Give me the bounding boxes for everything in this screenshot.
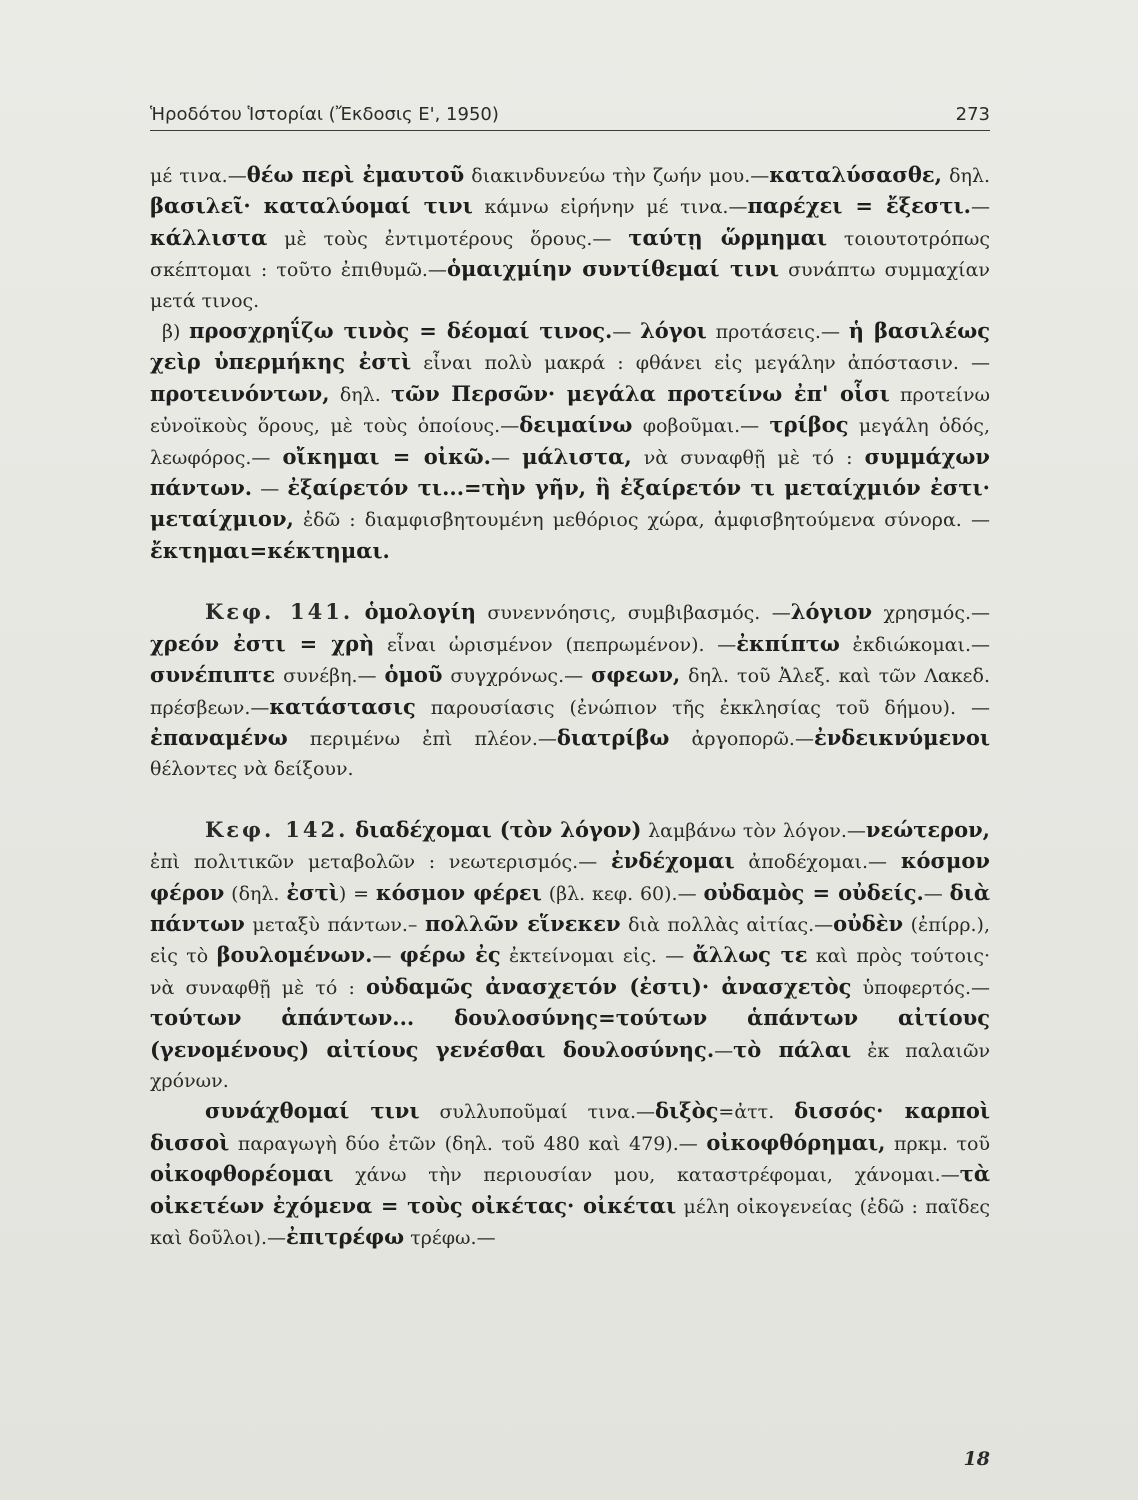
gloss-text: — [714,1039,734,1062]
lemma-term: δειμαίνω [519,412,633,438]
gloss-text: δηλ. [329,383,392,406]
gloss-text: συγχρόνως.— [442,665,592,688]
chapter-142-paragraph [150,815,990,1097]
lemma-term: χρεόν ἐστι = χρὴ [150,630,375,656]
gloss-text: συλλυποῦμαί τινα.— [419,1101,656,1124]
lemma-term: ἐστὶ [286,879,339,905]
gloss-text: διακινδυνεύω τὴν ζωήν μου.— [464,165,770,187]
lemma-term: βουλομένων. [216,942,373,968]
gloss-text: λαμβάνω τὸν λόγον.— [641,819,866,842]
gloss-text: εἶναι ὡρισμένον (πεπρωμένον). — [374,633,737,656]
header-title: Ἡροδότου Ἱστορίαι (Ἔκδοσις Ε', 1950) [150,104,499,125]
lemma-term: συνέπιπτε [150,662,276,688]
lemma-term: λόγιον [790,599,873,625]
lemma-term: κόσμον φέρον [150,848,990,905]
gloss-text: κάμνω εἰρήνην μέ τινα.— [472,196,748,219]
lemma-term: ὁμολογίη [364,599,477,625]
chapter-label: Κεφ. 142. [205,816,349,842]
lemma-term: ταύτῃ ὥρμημαι [628,224,828,250]
gloss-text: μέ τινα.— [150,165,247,187]
gloss-text: β) [162,321,190,344]
gloss-text: προτάσεις.— [706,321,849,344]
lemma-term: οὐδαμῶς ἀνασχετόν (ἐστι)· ἀνασχετὸς [366,973,852,999]
gloss-text: (δηλ. [224,882,287,905]
lemma-term: διατρίβω [556,724,670,750]
lemma-term: συνάχθομαί τινι [205,1098,420,1124]
gloss-text: ἐπὶ πολιτικῶν μεταβολῶν : νεωτερισμός.— [150,851,611,874]
lemma-term: οἰκοφθόρημαι, [706,1129,886,1155]
gloss-text: συνεννόησις, συμβιβασμός. — [476,602,791,625]
lemma-term: ὁμοῦ [384,662,443,688]
paragraph [150,1096,990,1253]
gloss-text: χάνω τὴν περιουσίαν μου, καταστρέφομαι, χάνομαι.— [333,1164,960,1187]
lemma-term: οἴκημαι = οἰκῶ. [282,443,491,469]
signature-mark: 18 [963,1448,990,1470]
lemma-term: προτεινόντων, [150,380,330,406]
gloss-text: — [372,945,400,968]
lemma-term: ἐνδεικνύμενοι [813,724,990,750]
gloss-text: διὰ πολλὰς αἰτίας.— [620,913,834,936]
gloss-text: — [252,478,288,501]
lemma-term: κόσμον φέρει [375,879,542,905]
paragraph [150,160,990,316]
lemma-term: οἰκοφθορέομαι [150,1161,334,1187]
gloss-text: (ἐπίρρ.), εἰς τὸ [150,913,991,968]
lemma-term: ἐνδέχομαι [611,848,735,874]
lemma-term: πολλῶν εἵνεκεν [424,910,621,936]
lemma-term: σφεων, [591,662,681,688]
lemma-term: συμμάχων πάντων. [150,443,990,501]
lemma-term: οὐδὲν [833,910,904,936]
lemma-term: θέω περὶ ἐμαυτοῦ [246,162,465,187]
gloss-text: παραγωγὴ δύο ἐτῶν (δηλ. τοῦ 480 καὶ 479).— [229,1132,707,1155]
gloss-text: — [612,321,641,344]
running-header [150,100,990,131]
lemma-term: τὸ πάλαι [733,1036,852,1062]
lemma-term: δισσός· καρποὶ δισσοὶ [150,1098,990,1155]
gloss-text: ἐκδιώκομαι.— [839,633,990,656]
lemma-term: τὰ οἰκετέων ἐχόμενα = τοὺς οἰκέτας· οἰκέται [150,1161,990,1218]
lemma-term: νεώτερον, [865,816,990,842]
lemma-term: ἐκπίπτω [736,630,840,656]
gloss-text: νὰ συναφθῇ μὲ τό : [631,446,865,469]
lemma-term: διξὸς [655,1098,719,1124]
gloss-text: εἶναι πολὺ μακρά : φθάνει εἰς μεγάλην ἀπόστασιν. — [411,352,990,375]
lemma-term: παρέχει = ἔξεστι. [747,193,971,219]
lemma-term: ἐπιτρέφω [286,1224,405,1249]
gloss-text: τρέφω.— [404,1227,496,1249]
gloss-text: δηλ. [941,165,990,187]
gloss-text: — [971,196,990,219]
lemma-term: διαδέχομαι (τὸν λόγον) [355,816,642,842]
lemma-term: ὁμαιχμίην συντίθεμαί τινι [446,256,779,282]
gloss-text: χρησμός.— [872,602,991,625]
gloss-text: — [491,446,523,469]
body-text [150,160,990,1253]
gloss-text: φοβοῦμαι.— [632,415,770,438]
gloss-text: — [923,882,950,905]
chapter-141-paragraph [150,597,990,784]
gloss-text: (βλ. κεφ. 60).— [541,882,704,905]
lemma-term: φέρω ἐς [399,942,501,968]
paragraph [150,316,990,567]
gloss-text: ἐδῶ : διαμφισβητουμένη μεθόριος χώρα, ἀμφισβητούμενα σύνορα. — [293,509,990,532]
gloss-text: ἐκ παλαιῶν χρόνων. [150,1039,990,1092]
lemma-term: οὐδαμὸς = οὐδείς. [703,879,924,905]
gloss-text: δηλ. τοῦ Ἀλεξ. καὶ τῶν Λακεδ. πρέσβεων.— [150,665,990,719]
gloss-text: ὑποφερτός.— [851,976,990,999]
gloss-text: μεγάλη ὁδός, λεωφόρος.— [150,415,990,469]
lemma-term: τούτων ἁπάντων... δουλοσύνης=τούτων ἁπάντων αἰτίους (γενομένους) αἰτίους γενέσθαι δουλοσύνης. [150,1005,990,1062]
lemma-term: κάλλιστα [150,224,268,250]
lemma-term: ἄλλως τε [692,942,808,968]
lemma-term: καταλύσασθε, [769,162,942,187]
lemma-term: βασιλεῖ· καταλύομαί τινι [150,193,473,219]
lemma-term: κατάστασις [269,693,416,719]
lemma-term: διὰ πάντων [150,879,990,936]
chapter-label: Κεφ. 141. [205,599,354,625]
page-number: 273 [955,104,990,125]
gloss-text: ἀργοπορῶ.— [669,727,814,750]
gloss-text: ) = [338,882,376,905]
gloss-text: θέλοντες νὰ δείξουν. [150,758,354,781]
gloss-text: τοιουτοτρόπως σκέπτομαι : τοῦτο ἐπιθυμῶ.— [150,227,991,282]
lemma-term: ἡ βασιλέως χεὶρ ὑπερμήκης ἐστὶ [150,318,991,375]
lemma-term: ἐπαναμένω [150,724,288,750]
lemma-term: μάλιστα, [522,443,632,469]
lemma-term: προσχρηΐζω τινὸς = δέομαί τινος. [189,318,613,344]
gloss-text: =ἀττ. [718,1101,795,1124]
lemma-term: ἔκτημαι=κέκτημαι. [150,537,390,563]
lemma-term: τῶν Περσῶν· μεγάλα προτείνω ἐπ' οἷσι [391,380,890,406]
lemma-term: ἐξαίρετόν τι...=τὴν γῆν, ἣ ἐξαίρετόν τι μεταίχμιόν ἐστι· μεταίχμιον, [150,475,990,532]
gloss-text: παρουσίασις (ἐνώπιον τῆς ἐκκλησίας τοῦ δήμου). — [415,696,990,719]
gloss-text: μὲ τοὺς ἐντιμοτέρους ὅρους.— [267,227,629,250]
gloss-text: πρκμ. τοῦ [885,1132,991,1155]
gloss-text: προτείνω εὐνοϊκοὺς ὅρους, μὲ τοὺς ὁποίους.— [150,383,991,438]
gloss-text: ἐκτείνομαι εἰς. — [500,945,693,968]
gloss-text: μέλη οἰκογενείας (ἐδῶ : παῖδες καὶ δοῦλοι).— [150,1195,990,1249]
gloss-text: συνάπτω συμμαχίαν μετά τινος. [150,259,990,312]
gloss-text: συνέβη.— [275,665,385,688]
gloss-text: μεταξὺ πάντων.– [244,913,425,936]
lemma-term: λόγοι [640,318,707,344]
gloss-text: ἀποδέχομαι.— [734,851,901,874]
lemma-term: τρίβος [769,412,849,438]
gloss-text [353,602,364,624]
gloss-text: περιμένω ἐπὶ πλέον.— [287,727,557,750]
gloss-text: καὶ πρὸς τούτοις· νὰ συναφθῇ μὲ τό : [150,945,991,999]
